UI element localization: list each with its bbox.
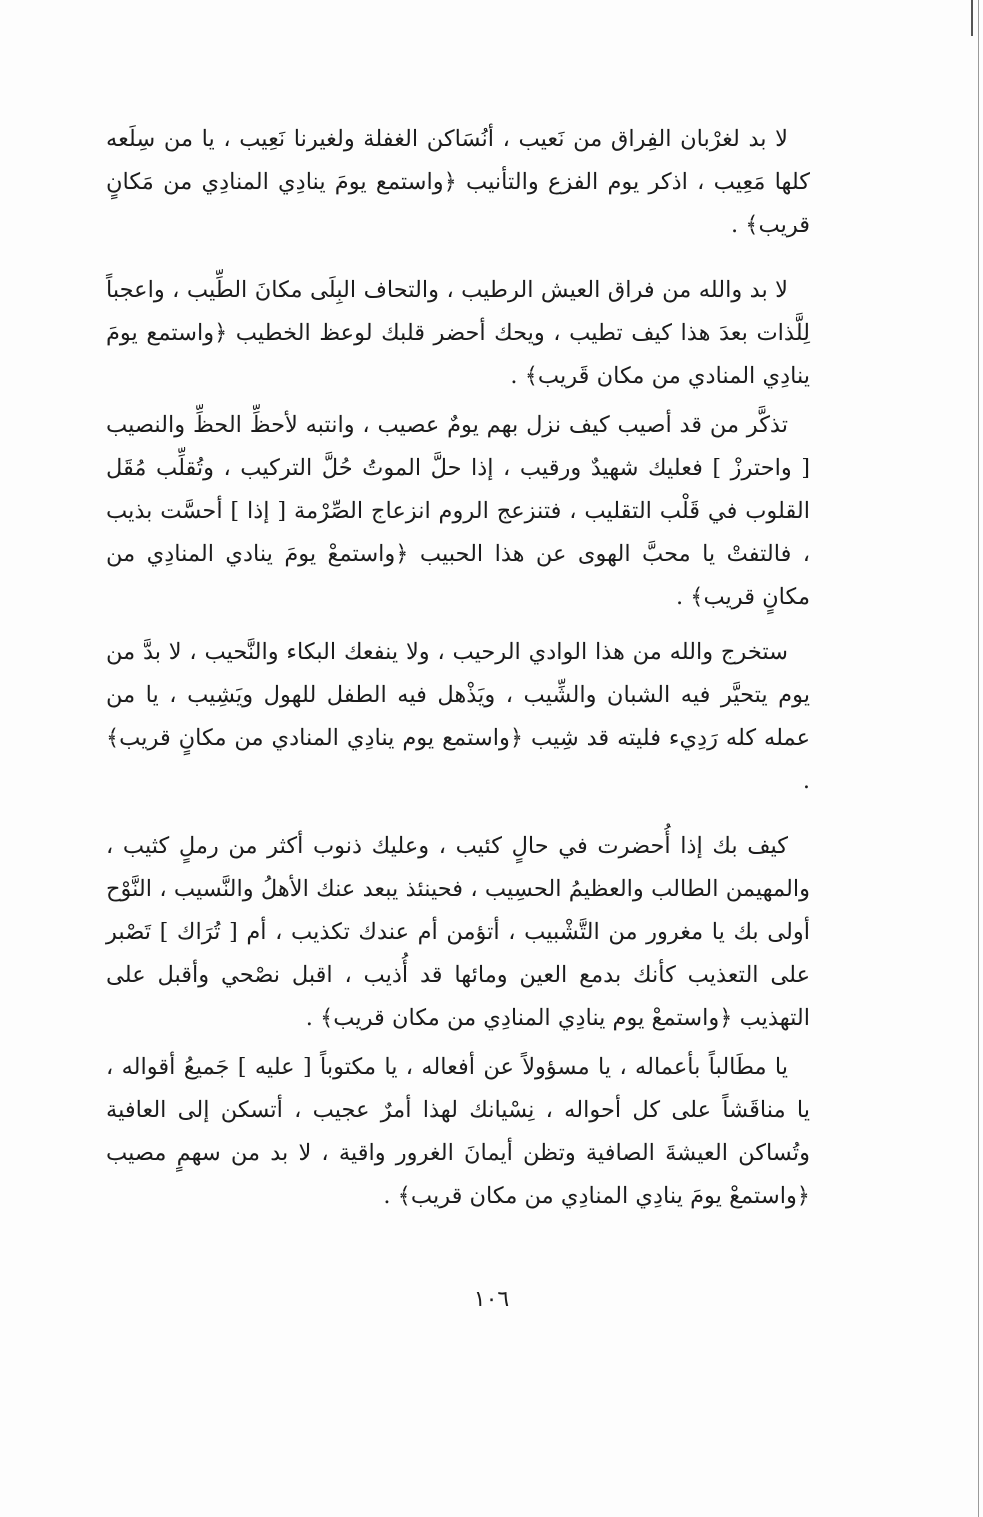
paragraph-2: لا بد والله من فراق العيش الرطيب ، والتحاف البِلَى مكانَ الطِّيب ، واعجباً لِلَّذات بعدَ هذا كيف تطيب ، ويحك أحضر قلبك لوعظ الخطيب ﴿واستمع يومَ ينادِي المنادي من مكان قَريب﴾ . bbox=[106, 277, 810, 389]
page-number: ١٠٦ bbox=[473, 1287, 510, 1312]
paragraph-5: كيف بك إذا أُحضرت في حالٍ كئيب ، وعليك ذنوب أكثر من رملٍ كثيب ، والمهيمن الطالب والعظيمُ الحسِيب ، فحينئذ يبعد عنك الأهلُ والنَّسيب ، النَّوْح أولى بك يا مغرور من التَّشْبيب ، أتؤمن أم عندك تكذيب ، أم [ تُرَاك ] تَصْبر على التعذيب كأنك بدمع العين ومائها قد أُذيب ، اقبل نصْحي وأقبل على التهذيب ﴿واستمعْ يوم ينادِي المنادِي من مكان قريب﴾ . bbox=[106, 833, 810, 1031]
paragraph-4: ستخرج والله من هذا الوادي الرحيب ، ولا ينفعك البكاء والنَّحيب ، لا بدَّ من يوم يتحيَّر فيه الشبان والشِّيب ، ويَذْهل فيه الطفل للهول ويَشِيب ، يا من عمله كله رَدِيء فليته قد شِيب ﴿واستمع يوم ينادِي المنادي من مكانٍ قريب﴾ . bbox=[106, 639, 810, 794]
paragraph-6: يا مطَالباً بأعماله ، يا مسؤولاً عن أفعاله ، يا مكتوباً [ عليه ] جَميعُ أقواله ، يا مناقَشاً على كل أحواله ، نِسْيانك لهذا أمرٌ عجيب ، أتسكن إلى العافية وتُساكن العيشةَ الصافية وتظن أيمانَ الغرور واقية ، لا بد من سهمٍ مصيب ﴿واستمعْ يومَ ينادِي المنادِي من مكان قريب﴾ . bbox=[106, 1054, 810, 1209]
paragraph-1: لا بد لغرْبان الفِراق من نَعيب ، أنُسَاكن الغفلة ولغيرنا نَعِيب ، يا من سِلَعه كلها مَعِيب ، اذكر يوم الفزع والتأنيب ﴿واستمع يومَ ينادِي المنادِي من مَكانٍ قريب﴾ . bbox=[106, 126, 810, 238]
body-text bbox=[106, 118, 810, 1218]
page-edge-mark bbox=[971, 0, 973, 36]
paragraph-3: تذكَّر من قد أصيب كيف نزل بهم يومٌ عصيب ، وانتبه لأحظِّ الحظِّ والنصيب [ واحترزْ ] فعليك شهيدٌ ورقيب ، إذا حلَّ الموتُ حُلَّ التركيب ، وتُقلِّب مُقَل القلوب في قَلْب التقليب ، فتنزعج الروم انزعاج الصِّرْمة [ إذا ] أحسَّت بذيب ، فالتفتْ يا محبَّ الهوى عن هذا الحبيب ﴿واستمعْ يومَ ينادي المنادِي من مكانٍ قريب﴾ . bbox=[106, 412, 810, 610]
